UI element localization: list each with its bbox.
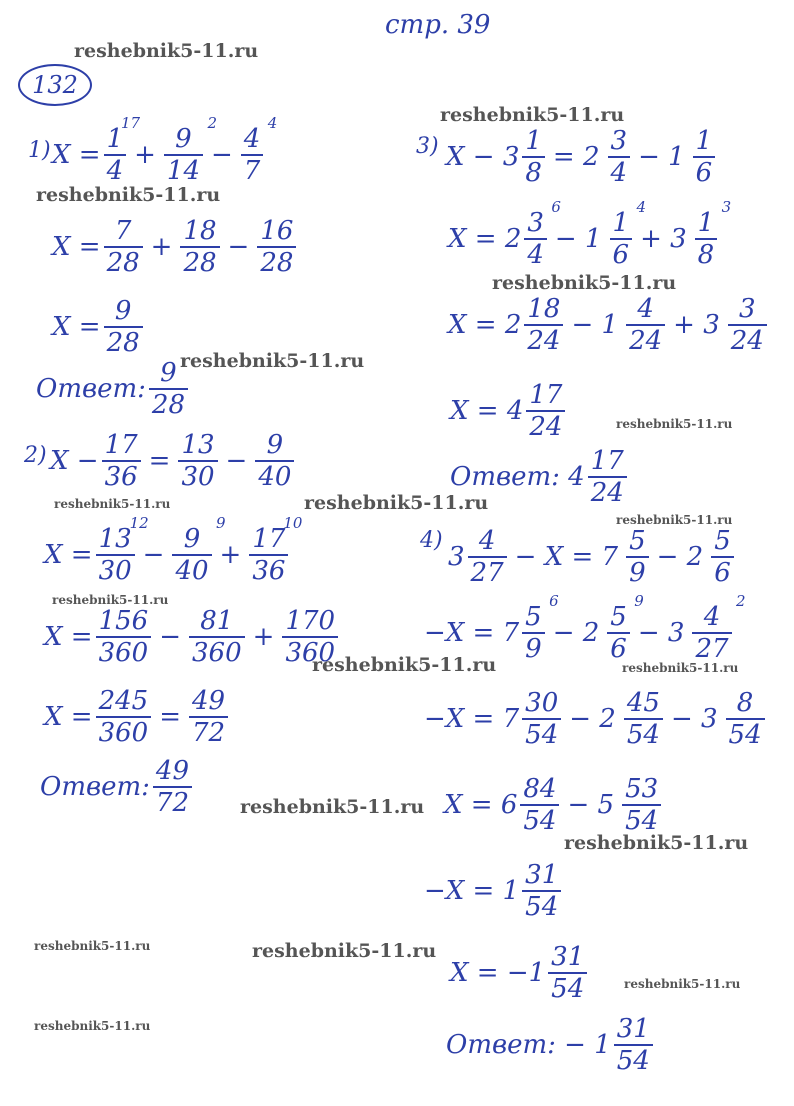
expression-text: X = [44, 540, 93, 570]
denominator: 8 [522, 156, 545, 186]
expression-text: −X = 7 [424, 704, 520, 734]
extra-factor: 2 [735, 592, 746, 610]
denominator: 24 [728, 324, 767, 354]
numerator: 49 [192, 686, 226, 716]
part2-answer [40, 758, 195, 816]
operator: − [142, 540, 165, 570]
fraction [241, 114, 278, 186]
denominator: 24 [588, 476, 627, 506]
expression-text: −X = 1 [424, 876, 520, 906]
expression-text: X = 4 [450, 396, 524, 426]
watermark: reshebnik5-11.ru [34, 1019, 151, 1033]
watermark: reshebnik5-11.ru [252, 940, 437, 962]
fraction [692, 592, 746, 664]
denominator: 72 [153, 786, 192, 816]
extra-factor: 17 [121, 114, 141, 132]
fraction [96, 608, 152, 666]
part2-line2 [44, 514, 303, 586]
denominator: 27 [692, 632, 731, 662]
denominator: 24 [626, 324, 665, 354]
denominator: 54 [522, 890, 561, 920]
expression-text: X = [52, 140, 101, 170]
fraction [522, 862, 561, 920]
numerator: 1 [697, 208, 715, 238]
denominator: 54 [522, 718, 561, 748]
watermark: reshebnik5-11.ru [492, 272, 677, 294]
numerator: 81 [200, 606, 234, 636]
fraction [249, 514, 303, 586]
watermark: reshebnik5-11.ru [440, 104, 625, 126]
fraction [189, 608, 245, 666]
denominator: 14 [164, 154, 203, 184]
fraction [104, 114, 141, 186]
numerator: 1 [525, 126, 542, 156]
extra-factor: 4 [267, 114, 278, 132]
numerator: 17 [104, 430, 138, 460]
denominator: 36 [249, 554, 288, 584]
numerator: 9 [114, 296, 132, 326]
fraction [526, 382, 565, 440]
fraction [522, 128, 545, 186]
operator: − 3 [637, 618, 685, 648]
numerator: 18 [527, 294, 561, 324]
denominator: 54 [548, 972, 587, 1002]
fraction [102, 432, 141, 490]
part4-line4 [444, 776, 664, 834]
fraction [522, 592, 559, 664]
fraction [180, 218, 219, 276]
expression-text: Ответ: [40, 772, 150, 802]
operator: − 2 [569, 704, 616, 734]
part4-line5 [424, 862, 564, 920]
denominator: 7 [241, 154, 264, 184]
numerator: 4 [243, 124, 261, 154]
fraction [588, 448, 627, 506]
fraction [548, 944, 587, 1002]
numerator: 1 [106, 124, 124, 154]
part2-line4 [44, 688, 231, 746]
fraction [104, 298, 143, 356]
fraction [189, 688, 228, 746]
watermark: reshebnik5-11.ru [240, 796, 425, 818]
numerator: 45 [626, 688, 660, 718]
denominator: 24 [524, 324, 563, 354]
numerator: 1 [612, 208, 630, 238]
denominator: 6 [607, 632, 630, 662]
fraction [255, 432, 294, 490]
numerator: 13 [181, 430, 215, 460]
numerator: 245 [98, 686, 149, 716]
fraction [164, 114, 217, 186]
fraction [610, 198, 647, 270]
fraction [524, 198, 561, 270]
fraction [178, 432, 217, 490]
numerator: 3 [610, 126, 628, 156]
numerator: 3 [739, 294, 756, 324]
operator: − 1 [638, 142, 685, 172]
operator: + 3 [640, 224, 687, 254]
operator: − 1 [571, 310, 619, 340]
denominator: 6 [610, 238, 633, 268]
part3-line3 [448, 296, 770, 354]
operator: − 3 [670, 704, 718, 734]
operator: = [148, 446, 171, 476]
part2-line1 [50, 432, 297, 490]
extra-factor: 6 [549, 592, 559, 610]
numerator: 49 [155, 756, 189, 786]
watermark: reshebnik5-11.ru [564, 832, 749, 854]
watermark: reshebnik5-11.ru [36, 184, 221, 206]
denominator: 360 [189, 636, 245, 666]
operator: = [159, 702, 181, 732]
numerator: 5 [714, 526, 731, 556]
fraction [172, 514, 226, 586]
numerator: 3 [527, 208, 544, 238]
part2-line3 [44, 608, 341, 666]
part3-line2 [448, 198, 732, 270]
denominator: 9 [522, 632, 545, 662]
numerator: 4 [478, 526, 496, 556]
expression-text: X = [44, 622, 93, 652]
watermark: reshebnik5-11.ru [616, 513, 733, 527]
denominator: 40 [172, 554, 211, 584]
operator: − [211, 140, 233, 170]
numerator: 84 [523, 774, 557, 804]
fraction [711, 528, 734, 586]
part3-line1 [446, 128, 718, 186]
denominator: 40 [255, 460, 294, 490]
watermark: reshebnik5-11.ru [180, 350, 365, 372]
expression-text: −X = 7 [424, 618, 520, 648]
expression-text: X = 6 [444, 790, 518, 820]
extra-factor: 12 [129, 514, 149, 532]
expression-text: X = [44, 702, 93, 732]
denominator: 360 [96, 716, 152, 746]
operator: − 2 [656, 542, 704, 572]
extra-factor: 9 [634, 592, 644, 610]
watermark: reshebnik5-11.ru [304, 492, 489, 514]
extra-factor: 10 [283, 514, 303, 532]
part2-label: 2) [24, 443, 47, 468]
numerator: 9 [160, 358, 177, 388]
fraction [626, 528, 649, 586]
operator: + 3 [673, 310, 720, 340]
fraction [257, 218, 296, 276]
denominator: 360 [282, 636, 338, 666]
part4-line6 [450, 944, 590, 1002]
part4-label: 4) [420, 528, 443, 553]
part1-line3 [52, 298, 146, 356]
denominator: 30 [96, 554, 135, 584]
operator: − 5 [567, 790, 615, 820]
numerator: 31 [525, 860, 559, 890]
operator: − [225, 446, 248, 476]
numerator: 170 [285, 606, 336, 636]
page-label: стр. 39 [385, 10, 491, 40]
expression-text: X = [52, 312, 101, 342]
denominator: 4 [608, 156, 631, 186]
numerator: 9 [183, 524, 201, 554]
numerator: 5 [525, 602, 542, 632]
fraction [522, 690, 561, 748]
numerator: 31 [551, 942, 585, 972]
fraction [624, 690, 663, 748]
operator: = 2 [552, 142, 600, 172]
numerator: 30 [525, 688, 559, 718]
fraction [607, 592, 644, 664]
watermark: reshebnik5-11.ru [52, 593, 169, 607]
expression-text: Ответ: 4 [450, 462, 585, 492]
numerator: 16 [260, 216, 294, 246]
numerator: 5 [629, 526, 646, 556]
expression-text: Ответ: [36, 374, 146, 404]
part4-line3 [424, 690, 768, 748]
extra-factor: 4 [636, 198, 647, 216]
operator: − [227, 232, 250, 262]
numerator: 9 [175, 124, 192, 154]
denominator: 30 [178, 460, 217, 490]
denominator: 27 [468, 556, 507, 586]
denominator: 54 [726, 718, 765, 748]
part1-line2 [52, 218, 299, 276]
fraction [520, 776, 559, 834]
denominator: 54 [520, 804, 559, 834]
fraction [693, 128, 716, 186]
fraction [614, 1016, 653, 1074]
fraction [726, 690, 765, 748]
operator: − X = 7 [514, 542, 619, 572]
extra-factor: 6 [551, 198, 561, 216]
expression-text: X = [52, 232, 101, 262]
fraction [96, 688, 152, 746]
denominator: 54 [622, 804, 661, 834]
denominator: 6 [711, 556, 734, 586]
expression-text: X = 2 [448, 310, 522, 340]
denominator: 54 [624, 718, 663, 748]
denominator: 28 [257, 246, 296, 276]
denominator: 9 [626, 556, 649, 586]
part3-line4 [450, 382, 568, 440]
expression-text: 3 [448, 542, 465, 572]
watermark: reshebnik5-11.ru [624, 977, 741, 991]
operator: + [150, 232, 173, 262]
operator: + [252, 622, 275, 652]
part1-answer [36, 360, 191, 418]
extra-factor: 3 [721, 198, 732, 216]
denominator: 4 [104, 154, 127, 184]
numerator: 4 [637, 294, 654, 324]
numerator: 17 [529, 380, 563, 410]
fraction [626, 296, 665, 354]
expression-text: X − 3 [446, 142, 520, 172]
operator: − 2 [552, 618, 600, 648]
numerator: 17 [252, 524, 286, 554]
numerator: 7 [114, 216, 132, 246]
fraction [728, 296, 767, 354]
part3-label: 3) [416, 134, 439, 159]
denominator: 6 [693, 156, 716, 186]
operator: + [219, 540, 242, 570]
numerator: 8 [736, 688, 754, 718]
fraction [524, 296, 563, 354]
denominator: 4 [524, 238, 547, 268]
operator: − [159, 622, 181, 652]
watermark: reshebnik5-11.ru [622, 661, 739, 675]
extra-factor: 9 [216, 514, 226, 532]
extra-factor: 2 [207, 114, 217, 132]
numerator: 18 [183, 216, 217, 246]
part1-line1 [52, 114, 278, 186]
denominator: 28 [104, 326, 143, 356]
fraction [695, 198, 732, 270]
numerator: 53 [625, 774, 659, 804]
watermark: reshebnik5-11.ru [34, 939, 151, 953]
expression-text: X = 2 [448, 224, 522, 254]
numerator: 9 [266, 430, 284, 460]
denominator: 8 [695, 238, 718, 268]
expression-text: Ответ: − 1 [446, 1030, 611, 1060]
watermark: reshebnik5-11.ru [312, 654, 497, 676]
part4-answer [446, 1016, 656, 1074]
fraction [468, 528, 507, 586]
operator: − 1 [554, 224, 602, 254]
denominator: 360 [96, 636, 152, 666]
numerator: 31 [616, 1014, 650, 1044]
numerator: 5 [610, 602, 627, 632]
numerator: 156 [98, 606, 149, 636]
denominator: 54 [614, 1044, 653, 1074]
fraction [608, 128, 631, 186]
denominator: 28 [104, 246, 143, 276]
fraction [153, 758, 192, 816]
numerator: 1 [695, 126, 713, 156]
watermark: reshebnik5-11.ru [54, 497, 171, 511]
problem-number: 132 [32, 71, 78, 99]
denominator: 28 [149, 388, 188, 418]
denominator: 72 [189, 716, 228, 746]
numerator: 13 [98, 524, 132, 554]
numerator: 4 [703, 602, 721, 632]
operator: + [134, 140, 156, 170]
fraction [104, 218, 143, 276]
watermark: reshebnik5-11.ru [74, 40, 259, 62]
fraction [96, 514, 149, 586]
denominator: 24 [526, 410, 565, 440]
denominator: 28 [180, 246, 219, 276]
fraction [622, 776, 661, 834]
denominator: 36 [102, 460, 141, 490]
part1-label: 1) [28, 138, 51, 163]
expression-text: X = −1 [450, 958, 546, 988]
part4-line1 [448, 528, 737, 586]
expression-text: X − [50, 446, 99, 476]
watermark: reshebnik5-11.ru [616, 417, 733, 431]
problem-number-badge [18, 64, 92, 106]
numerator: 17 [590, 446, 624, 476]
